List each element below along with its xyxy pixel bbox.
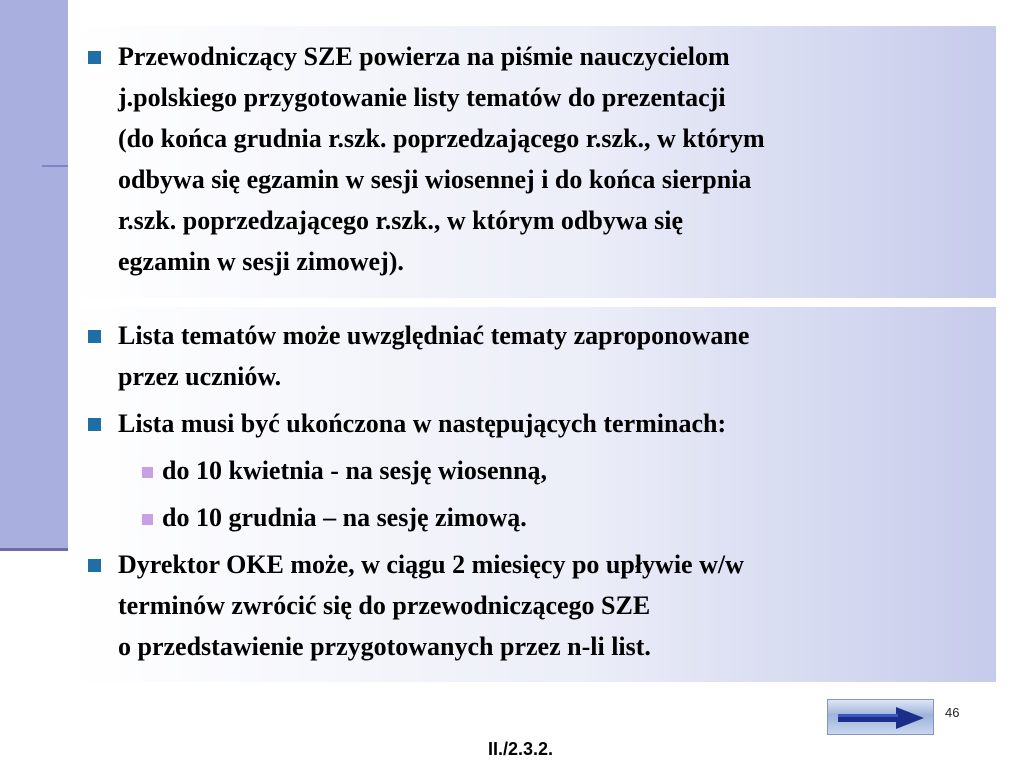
right-arrow-icon (836, 705, 926, 731)
square-bullet-icon (88, 418, 101, 431)
bullet-line: Lista musi być ukończona w następujących terminach: (118, 409, 727, 438)
bullet-line: Lista tematów może uwzględniać tematy zaproponowane (118, 321, 750, 350)
bottom-text-panel (70, 307, 996, 682)
bullet-item-dyrektor-oke (80, 544, 976, 667)
square-sub-bullet-icon (142, 467, 153, 478)
bullet-line: odbywa się egzamin w sesji wiosennej i do końca sierpnia (118, 165, 752, 194)
bullet-line: przez uczniów. (118, 362, 282, 391)
square-bullet-icon (88, 330, 101, 343)
slide-code: II./2.3.2. (488, 739, 554, 759)
left-decorative-bar (0, 0, 68, 551)
bottom-bullet-list (80, 315, 976, 667)
bullet-item-tematy-uczniow (80, 315, 976, 397)
bullet-line: o przedstawienie przygotowanych przez n-li list. (118, 632, 651, 661)
bullet-item-lista-przygotowanie (80, 36, 976, 282)
square-sub-bullet-icon (142, 514, 153, 525)
sub-bullet-item-kwiecien (80, 450, 976, 491)
bullet-line: Przewodniczący SZE powierza na piśmie nauczycielom (118, 42, 730, 71)
sub-bullet-item-grudzien (80, 497, 976, 538)
bullet-line: j.polskiego przygotowanie listy tematów do prezentacji (118, 83, 726, 112)
bullet-line: do 10 kwietnia - na sesję wiosenną, (162, 456, 547, 485)
bullet-line: do 10 grudnia – na sesję zimową. (162, 503, 527, 532)
square-bullet-icon (88, 51, 101, 64)
bullet-line: r.szk. poprzedzającego r.szk., w którym odbywa się (118, 206, 683, 235)
top-text-panel (70, 26, 996, 298)
next-slide-button[interactable] (827, 699, 934, 735)
bullet-line: (do końca grudnia r.szk. poprzedzającego r.szk., w którym (118, 124, 765, 153)
bullet-line: egzamin w sesji zimowej). (118, 247, 404, 276)
bullet-line: terminów zwrócić się do przewodniczącego SZE (118, 591, 651, 620)
square-bullet-icon (88, 559, 101, 572)
bullet-line: Dyrektor OKE może, w ciągu 2 miesięcy po upływie w/w (118, 550, 744, 579)
page-number: 46 (945, 705, 960, 720)
left-decorative-line (42, 165, 68, 167)
bullet-item-terminy (80, 403, 976, 444)
top-bullet-list (80, 36, 976, 282)
